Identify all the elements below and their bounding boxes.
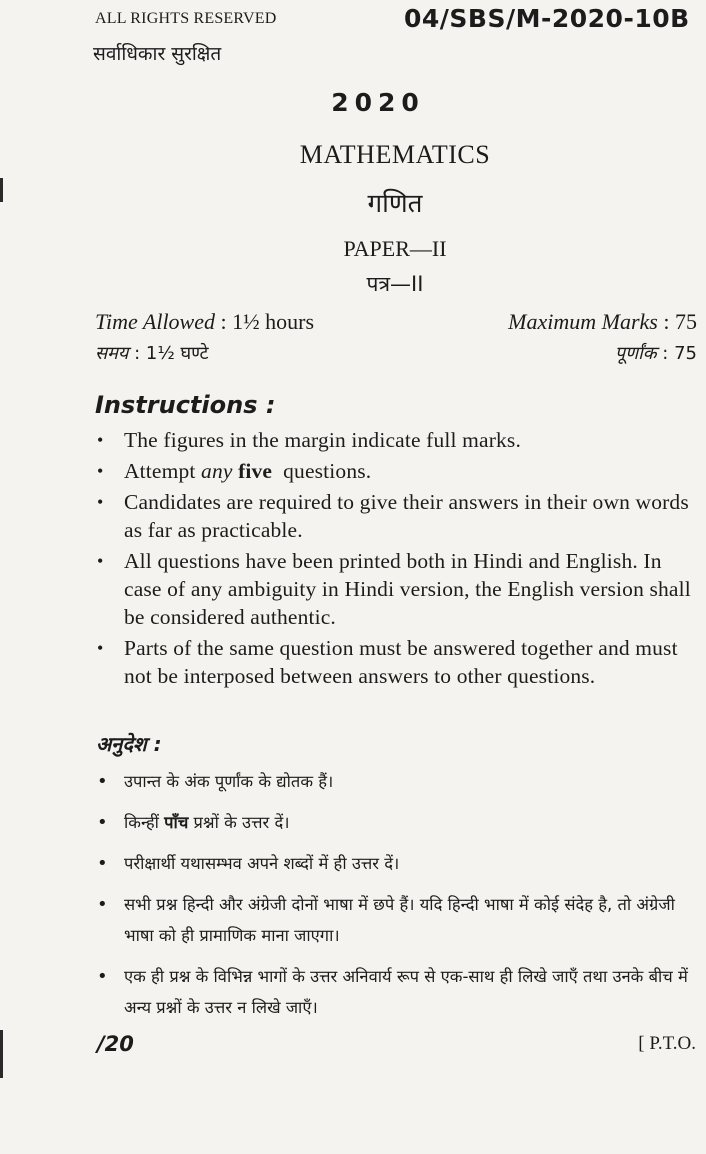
marks-value-en: : 75 [657,309,697,334]
rights-reserved-en: ALL RIGHTS RESERVED [95,10,277,27]
list-item [95,547,701,631]
instruction-text: Candidates are required to give their answers in their own words as far as practicable. [124,490,689,542]
list-item [95,457,701,485]
time-value-en: : 1½ hours [215,309,314,334]
rights-reserved-hi: सर्वाधिकार सुरक्षित [93,43,222,65]
list-item [95,634,701,690]
bullet-icon: • [97,461,104,481]
instruction-text: Attempt [124,459,202,483]
time-label-en: Time Allowed [95,309,215,334]
instructions-list-hi [95,766,698,1033]
paper-number-hi: पत्र—II [366,272,424,296]
instruction-text: प्रश्नों के उत्तर दें। [188,813,290,832]
paper-number-en: PAPER—II [343,236,447,261]
bullet-icon: • [97,966,108,987]
time-allowed-hi [95,341,209,365]
bullet-icon: • [97,638,104,658]
instruction-text: एक ही प्रश्न के विभिन्न भागों के उत्तर अनिवार्य रूप से एक-साथ ही लिखे जाएँ तथा उनके बीच में अन्य प्रश्नों के उत्तर न लिखे जाएँ। [124,967,688,1017]
bullet-icon: • [97,551,104,571]
bullet-icon: • [97,430,104,450]
instruction-text: Parts of the same question must be answered together and must not be interposed between answers to other questions. [124,636,678,688]
instruction-text: questions. [272,459,372,483]
list-item [95,807,698,838]
instructions-list-en [95,426,701,693]
list-item [95,766,698,797]
instruction-bold: five [232,459,273,483]
list-item [95,848,698,879]
list-item [95,488,701,544]
marks-label-hi: पूर्णांक [614,343,657,364]
instruction-text: सभी प्रश्न हिन्दी और अंग्रेजी दोनों भाषा में छपे हैं। यदि हिन्दी भाषा में कोई संदेह है, तो अंग्रेजी भाषा को ही प्रामाणिक माना जाएगा। [124,895,675,945]
marks-label-en: Maximum Marks [508,309,658,334]
instruction-emphasis: any [201,459,233,483]
list-item [95,961,698,1023]
instruction-text: The figures in the margin indicate full marks. [124,428,521,452]
paper-code: 04/SBS/M-2020-10B [404,4,690,33]
instructions-heading-hi: अनुदेश : [96,732,162,756]
instruction-text: किन्हीं [124,813,165,832]
time-value-hi: : 1½ घण्टे [128,343,209,364]
time-label-hi: समय [95,343,129,364]
subject-title-hi: गणित [367,189,423,219]
scan-edge-mark [0,1030,3,1078]
list-item [95,889,698,951]
subject-title-en: MATHEMATICS [299,140,491,169]
bullet-icon: • [97,492,104,512]
instruction-text: परीक्षार्थी यथासम्भव अपने शब्दों में ही उत्तर दें। [124,854,400,873]
maximum-marks-hi [615,341,697,365]
list-item [95,426,701,454]
time-allowed-en [95,309,314,335]
instruction-bold: पाँच [164,813,189,832]
bullet-icon: • [97,853,108,874]
maximum-marks-en [508,309,697,335]
instruction-text: उपान्त के अंक पूर्णांक के द्योतक हैं। [124,772,334,791]
exam-year: 2020 [331,88,425,117]
bullet-icon: • [97,771,108,792]
please-turn-over: [ P.T.O. [638,1033,696,1054]
instructions-heading-en: Instructions : [95,391,276,419]
page-batch-count: /20 [97,1032,134,1056]
marks-value-hi: : 75 [656,343,697,364]
bullet-icon: • [97,894,108,915]
instruction-text: All questions have been printed both in Hindi and English. In case of any ambiguity in Hindi version, the English version shall be considered authentic. [124,549,691,629]
bullet-icon: • [97,812,108,833]
